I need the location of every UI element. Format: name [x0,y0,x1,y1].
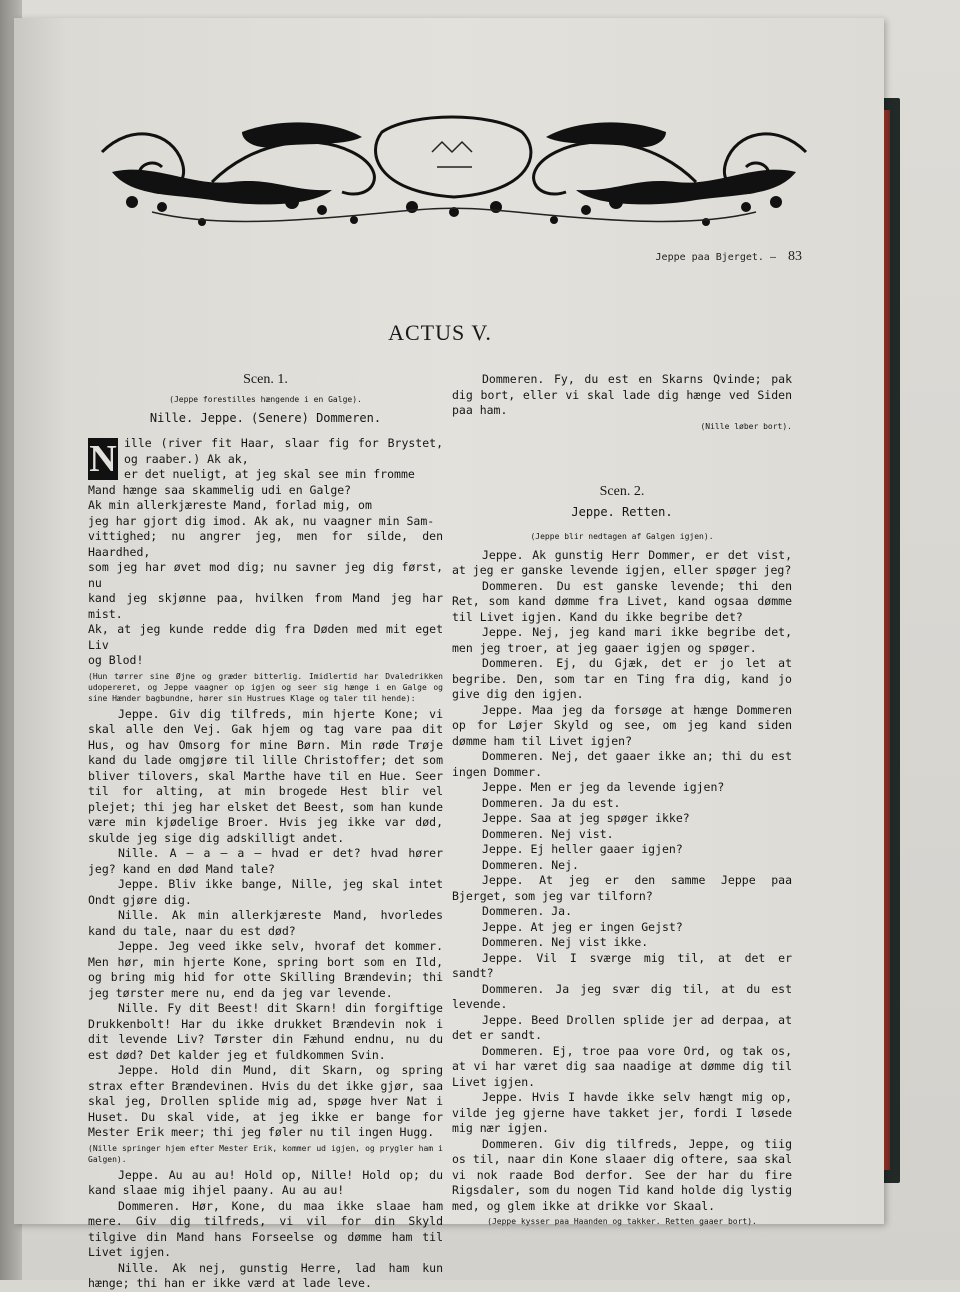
scene-2-persons: Jeppe. Retten. [571,505,673,519]
speech: Dommeren. Nej, det gaaer ikke an; thi du est ingen Dommer. [452,749,792,779]
text-line: Mand hænge saa skammelig udi en Galge? [88,482,352,497]
text-line: som jeg har øvet mod dig; nu savner jeg dig først, nu [88,560,443,590]
right-column [452,372,792,1233]
speech: Dommeren. Ja du est. [482,795,621,810]
text-line: er det nueligt, at jeg skal see min fromme [124,467,415,481]
stage-direction: (Jeppe kysser paa Haanden og takker. Retten gaaer bort). [487,1217,757,1226]
speech: Nille. Ak nej, gunstig Herre, lad ham kun hænge; thi han er ikke værd at lade leve. [88,1260,443,1290]
scene-1-stage-direction: (Jeppe forestilles hængende i en Galge). [169,394,362,404]
speech: Dommeren. Nej vist. [482,826,614,841]
scene-1-persons: Nille. Jeppe. (Senere) Dommeren. [149,410,382,425]
opening-speech [88,436,443,669]
stage-direction: (Hun tørrer sine Øjne og græder bitterlig. Imidlertid har Dvaledrikken udopereret, og Jeppe vaagner op igjen og seer sig hænge i en Galge og sine Hænder bagbundne, hører sin Hustrues Klage og taler til hende): [88,671,443,703]
running-head [656,249,802,265]
speech: Jeppe. Maa jeg da forsøge at hænge Dommeren op for Løjer Skyld og see, om jeg kand siden dømme ham til Livet igjen? [452,702,792,748]
text-line: Ak min allerkjæreste Mand, forlad mig, om [88,498,372,512]
speech: Jeppe. Beed Drollen splide jer ad derpaa, at det er sandt. [452,1012,792,1042]
speech: Dommeren. Nej vist ikke. [482,935,649,949]
left-column [88,372,443,1292]
speech: Jeppe. Hvis I havde ikke selv hængt mig op, vilde jeg gjerne have takket jer, fordi I løsede mig nær igjen. [452,1090,792,1135]
speech: Dommeren. Giv dig tilfreds, Jeppe, og tiig os til, naar din Kone slaaer dig oftere, saa skal vi nok raade Bod derfor. See der har du fire Rigsdaler, som du nogen Tid kand holde dig lystig med, og glem ikke at drikke vor Skaal. [452,1136,792,1213]
speech: Dommeren. Nej. [482,857,579,872]
act-title: ACTUS V. [388,320,492,345]
text-line: vittighed; nu angrer jeg, men for silde, den Haardhed, [88,529,443,559]
text-line: ille (river fit Haar, slaar fig for Brystet, og raaber.) Ak ak, [124,436,443,466]
speech: Jeppe. Ak gunstig Herr Dommer, er det vist, at jeg er ganske levende igjen, eller spøger jeg? [452,547,792,577]
speech: Jeppe. Bliv ikke bange, Nille, jeg skal intet Ondt gjøre dig. [88,877,443,907]
running-dash: — [769,252,776,263]
scene-2-heading: Scen. 2. [599,483,645,499]
stage-direction: (Nille springer hjem efter Mester Erik, kommer ud igjen, og prygler ham i Galgen). [88,1143,443,1164]
decorative-headpiece-ornament [92,112,816,234]
speech: Jeppe. Men er jeg da levende igjen? [482,780,725,794]
speech: Jeppe. Jeg veed ikke selv, hvoraf det kommer. Men hør, min hjerte Kone, spring bort som en Ild, og bring mig hid for otte Skilling Brændevin; thi jeg tørster mere nu, end da jeg var levende. [88,939,443,1000]
text-line: Ak, at jeg kunde redde dig fra Døden med mit eget Liv [88,622,443,652]
running-title: Jeppe paa Bjerget. [655,252,764,263]
speech: Jeppe. Nej, jeg kand mari ikke begribe det, men jeg troer, at jeg gaaer igjen og spøger. [452,625,792,655]
scene-2-stage-direction: (Jeppe blir nedtagen af Galgen igjen). [530,531,714,541]
speech: Jeppe. At jeg er den samme Jeppe paa Bjerget, som jeg var tilforn? [452,873,792,903]
speech: Jeppe. Ej heller gaaer igjen? [482,842,683,856]
speech: Jeppe. Hold din Mund, dit Skarn, og spring strax efter Brændevinen. Hvis du det ikke gjør, saa skal jeg, Drollen splide mig ad, spøge hver Nat i Huset. Du skal vide, at jeg ikke er bange for Mester Erik meer; thi jeg føler nu til ingen Hugg. [88,1063,443,1139]
speech: Jeppe. Saa at jeg spøger ikke? [482,811,690,825]
speech: Dommeren. Du est ganske levende; thi den Ret, som kand dømme fra Livet, kand ogsaa dømme til Livet igjen. Kand du ikke begribe det? [452,578,792,624]
speech: Jeppe. Au au au! Hold op, Nille! Hold op; du kand slaae mig ihjel paany. Au au au! [88,1167,443,1197]
speech: Dommeren. Fy, du est en Skarns Qvinde; pak dig bort, eller vi skal lade dig hænge ved Siden paa ham. [452,372,792,417]
spacer [452,438,792,484]
speech: Dommeren. Hør, Kone, du maa ikke slaae ham mere. Giv dig tilfreds, vi vil for din Skyld tilgive din Mand hans Forseelse og dømme ham til Livet igjen. [88,1198,443,1259]
speech: Dommeren. Ej, troe paa vore Ord, og tak os, at vi har været dig saa naadige at dømme dig til Livet igjen. [452,1043,792,1089]
speech: Nille. Ak min allerkjæreste Mand, hvorledes kand du tale, naar du est død? [88,908,443,938]
speech: Dommeren. Ej, du Gjæk, det er jo let at begribe. Den, som tar en Ting fra dig, kand jo give dig den igjen. [452,656,792,701]
speech: Jeppe. Vil I sværge mig til, at det er sandt? [452,950,792,980]
speech: Nille. Fy dit Beest! dit Skarn! din forgiftige Drukkenbolt! Har du ikke drukket Brændevin nok i dit levende Liv? Tørster din Fæhund endnu, nu du est død? Det kalder jeg et fuldkommen Svin. [88,1001,443,1062]
text-line: jeg har gjort dig imod. Ak ak, nu vaagner min Sam- [88,513,435,528]
speech: Dommeren. Ja. [482,904,573,918]
text-line: kand jeg skjønne paa, hvilken from Mand jeg har mist. [88,591,443,621]
drop-cap: N [89,438,117,480]
page-number: 83 [788,249,802,264]
text-line: og Blod! [88,653,144,667]
stage-direction: (Nille løber bort). [700,421,792,431]
speech: Jeppe. Giv dig tilfreds, min hjerte Kone; vi skal alle den Vej. Gak hjem og tag vare paa dit Hus, og hav Omsorg for mine Børn. Min røde Trøje kand du lade omgjøre til lille Christoffer; det som bliver tilovers, skal Marthe have til en Hue. Seer til for alting, at min brogede Hest blir vel plejet; thi jeg har elsket det Beest, som han kunde være min kjødelige Broer. Hvis jeg ikke var død, skulde jeg sige dig adskilligt andet. [88,706,443,845]
speech: Dommeren. Ja jeg svær dig til, at du est levende. [452,981,792,1011]
speech: Nille. A — a — a — hvad er det? hvad hører jeg? kand en død Mand tale? [88,846,443,876]
scene-1-heading: Scen. 1. [243,372,288,387]
speech: Jeppe. At jeg er ingen Gejst? [482,919,683,934]
